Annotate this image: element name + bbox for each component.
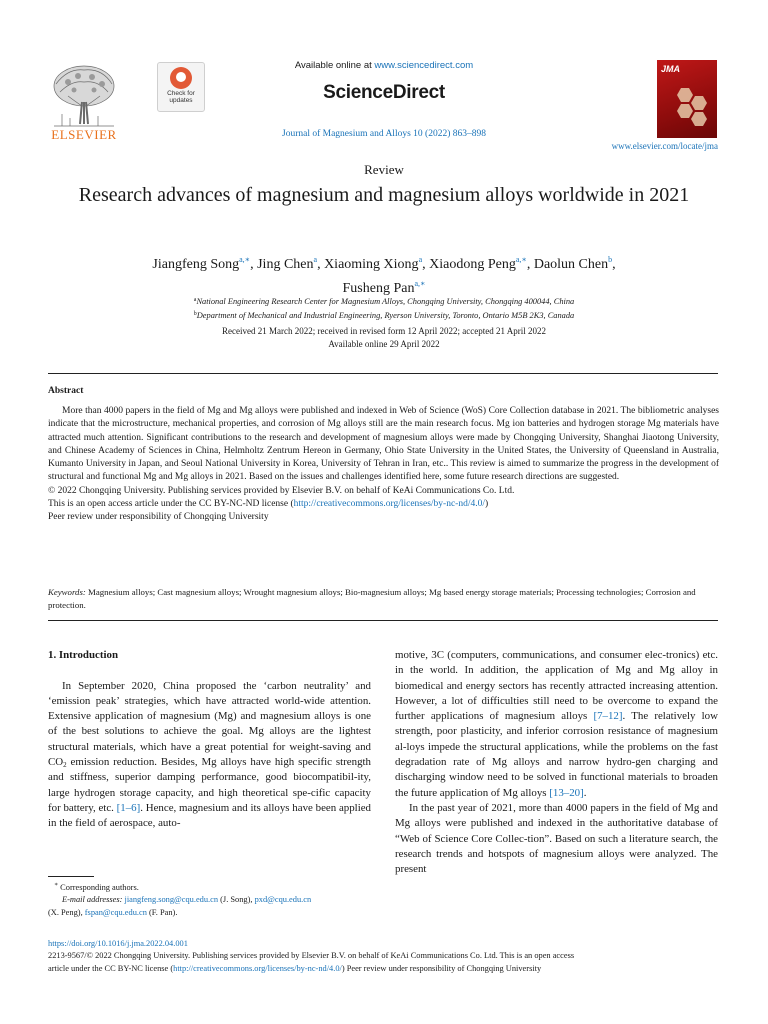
subscript: 2 [63,761,67,770]
abstract-copyright: © 2022 Chongqing University. Publishing services provided by Elsevier B.V. on behalf of KeAi Communications Co. Ltd. [48,485,515,496]
license-prefix: This is an open access article under the CC BY-NC-ND license ( [48,499,294,510]
crossmark-line-2: updates [169,97,193,104]
abstract-peer-review: Peer review under responsibility of Chongqing University [48,512,269,523]
author-affiliation-mark[interactable]: a,∗ [239,255,251,264]
author-separator: , [422,257,430,272]
citation-link[interactable]: [7–12] [593,710,623,723]
author-name: Xiaoming Xiong [324,257,419,272]
abstract-text: More than 4000 papers in the field of Mg and Mg alloys were published and indexed in Web of Science (WoS) Core Collection database in 2021. The bibliometric analyses indicate that the microstructure, mechanical properties, and corrosion of Mg alloys still are the main research focus. Mg ion batteries and hydrogen storage Mg materials have attracted much attention. Significant contributions to the research and development of magnesium alloys were made by Chongqing University, Shanghai Jiaotong University, and Chinese Academy of Sciences in China, Helmholtz Zentrum Hereon in Germany, Ohio State University in the United States, the University of Queensland in Australia, Kumanto University in Japan, and Seoul National University in Korea, University of Tehran in Iran, etc.. This review is aimed to summarize the progress in the development of structural and functional Mg and Mg alloys in 2021. Based on the issues and challenges identified here, some future research directions are suggested. [48,406,719,483]
author[interactable] [534,257,612,272]
cover-hexagon [691,112,707,126]
corresponding-label: Corresponding authors. [60,882,139,892]
footer-license-prefix: article under the CC BY-NC license ( [48,963,174,973]
citation-link[interactable]: [13–20] [549,786,584,799]
author-affiliation-mark[interactable]: a [313,255,318,264]
keywords [48,586,719,611]
article-history [0,325,768,350]
author-affiliation-mark[interactable]: b [608,255,613,264]
author-name: Jing Chen [257,257,314,272]
journal-cover-label: JMA [661,64,681,74]
footnote-line-3 [48,907,371,919]
intro-paragraph-2: In the past year of 2021, more than 4000 papers in the field of Mg and Mg alloys were published and indexed in the authoritative database of “Web of Science Core Collec-tion”. Based on such a literature search, the research trends and hotspots of magnesium alloys were analyzed. The present [395,801,718,876]
intro-paragraph-1 [48,679,371,832]
publisher-wordmark: ELSEVIER [51,127,117,142]
author[interactable] [152,257,250,272]
text-run: In September 2020, China proposed the ‘carbon neutrality’ and ‘emission peak’ strategies, which have attracted world-wide attention. Extensive application of magnesium (Mg) and magnesium alloys is one of the best solutions to achieve the goal. Mg alloys are the lightest structural materials, which have a great potential for weight-saving and CO [48,679,371,769]
footer-license-link[interactable]: http://creativecommons.org/licenses/by-nc-nd/4.0/ [173,963,342,973]
author-name: Xiaodong Peng [429,257,516,272]
email-owner: (F. Pan). [146,907,178,917]
journal-cover-image[interactable] [657,60,717,138]
crossmark-line-1: Check for [167,90,195,97]
affiliation-key: b [193,311,197,317]
keywords-text: Magnesium alloys; Cast magnesium alloys; Wrought magnesium alloys; Bio-magnesium alloys; Mg based energy storage materials; Processing technologies; Corrosion and protection. [48,587,696,610]
journal-homepage-link[interactable]: www.elsevier.com/locate/jma [611,141,718,151]
article-title: Research advances of magnesium and magnesium alloys worldwide in 2021 [78,184,690,206]
author-affiliation-mark[interactable]: a,∗ [414,279,426,288]
cover-hexagon [691,96,707,110]
email-link[interactable]: jiangfeng.song@cqu.edu.cn [124,895,219,905]
footer-copyright: 2213-9567/© 2022 Chongqing University. Publishing services provided by Elsevier B.V. on behalf of KeAi Communications Co. Ltd. This is an open access [48,951,575,961]
text-run: . The relatively low strength, poor plasticity, and inferior corrosion resistance of magnesium al-loys impede the structural applications, while the problems on the fast degradation rate of Mg alloys and narrow hydro-gen charging and discharging window need to be solved in functional materials to broaden the future application of Mg alloys [395,710,718,799]
left-column [48,648,371,832]
license-link[interactable]: http://creativecommons.org/licenses/by-nc-nd/4.0/ [293,499,485,510]
footnote-line-2 [48,894,371,906]
page-footer [48,938,719,975]
sciencedirect-link[interactable]: www.sciencedirect.com [374,60,474,71]
text-run: . Hence, magnesium and its alloys have been applied in the field of aerospace, auto- [48,801,371,830]
affiliation [60,308,708,322]
footer-license-suffix: ) Peer review under responsibility of Chongqing University [341,963,542,973]
journal-citation-link[interactable]: Journal of Magnesium and Alloys 10 (2022) 863–898 [282,129,486,139]
license-suffix: ) [485,499,489,510]
author-separator: , [612,257,616,272]
affiliation-text: Department of Mechanical and Industrial Engineering, Ryerson University, Toronto, Ontario M5B 2K3, Canada [196,311,575,320]
author-affiliation-mark[interactable]: a [418,255,423,264]
affiliation [60,294,708,308]
affiliation-key: a [193,297,197,303]
author-list [60,250,708,298]
author[interactable] [257,257,317,272]
abstract-body [48,405,719,525]
section-heading-introduction: 1. Introduction [48,649,118,661]
author-separator: , [526,257,534,272]
author-name: Fusheng Pan [342,281,415,296]
footnote-rule [48,876,94,877]
citation-link[interactable]: [1–6] [116,801,141,814]
email-link[interactable]: fspan@cqu.edu.cn [84,907,147,917]
abstract-license [48,498,719,511]
text-run: emission reduction. Besides, Mg alloys have high specific strength and stiffness, superior damping performance, good biocompatibil-ity, large hydrogen storage capacity, and high theoretical spe-cific capacity for battery, etc. [48,756,371,814]
author-name: Daolun Chen [533,257,609,272]
footnote-line-1 [48,879,371,894]
author[interactable] [324,257,422,272]
affiliation-list [60,294,708,322]
abstract-top-rule [48,373,718,374]
author-affiliation-mark[interactable]: a,∗ [515,255,527,264]
received-dates: Received 21 March 2022; received in revised form 12 April 2022; accepted 21 April 2022 [222,326,546,336]
right-column [395,648,718,877]
available-online-line [0,60,768,71]
cover-hexagon [677,104,693,118]
article-type: Review [364,162,404,177]
author-name: Jiangfeng Song [152,257,240,272]
intro-paragraph-1-continued [395,648,718,801]
cover-hexagon [677,88,693,102]
author-separator: , [317,257,325,272]
sciencedirect-brand: ScienceDirect [323,82,445,103]
text-run: . [583,786,587,799]
doi-link[interactable]: https://doi.org/10.1016/j.jma.2022.04.001 [48,939,188,948]
footer-license [48,963,719,975]
available-online-label: Available online at [294,60,375,71]
corresponding-author-footnote [48,879,371,919]
email-owner: (J. Song), [218,895,255,905]
email-label: E-mail addresses: [62,895,123,905]
abstract-heading: Abstract [48,386,84,396]
author-separator: , [250,257,258,272]
text-run: motive, 3C (computers, communications, and consumer elec-tronics) etc. in the world. In addition, the application of Mg and Mg alloy in biomedical and energy sectors has recently attracted increasing attention. However, a lot of difficulties still need to be overcome to expand the further applications of magnesium alloys [395,649,718,723]
affiliation-text: National Engineering Research Center for Magnesium Alloys, Chongqing University, Chongqing 400044, China [196,297,575,306]
asterisk-mark: ∗ [54,882,59,888]
abstract-bottom-rule [48,620,718,621]
keywords-label: Keywords: [48,587,86,597]
email-owner: (X. Peng), [48,907,85,917]
author[interactable] [429,257,527,272]
available-online-date: Available online 29 April 2022 [328,338,440,349]
email-link[interactable]: pxd@cqu.edu.cn [254,895,312,905]
